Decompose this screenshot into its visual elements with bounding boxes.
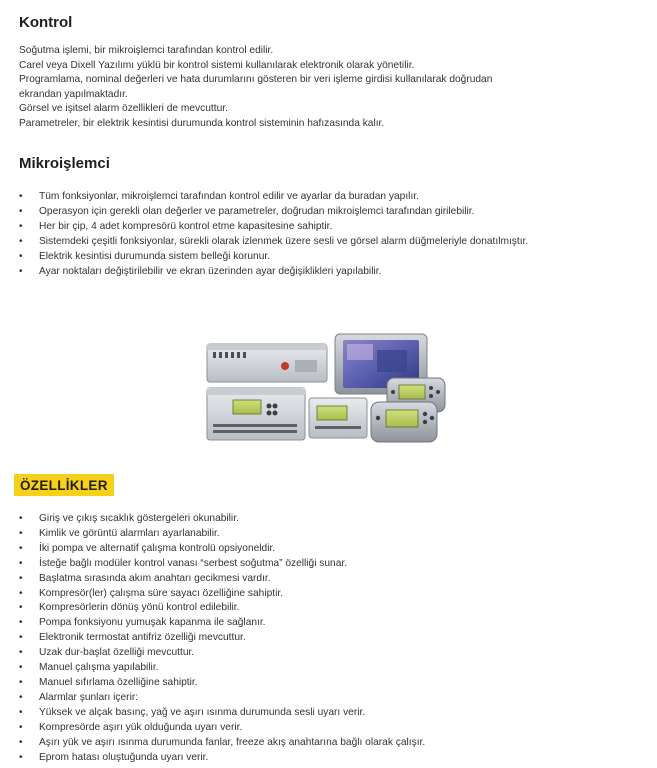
list-item: • Manuel sıfırlama özelliğine sahiptir. [0, 676, 640, 691]
bullet-icon: • [19, 513, 23, 524]
kontrol-text-block [19, 44, 639, 132]
ozellikler-list [0, 512, 640, 765]
list-item: • Sistemdeki çeşitli fonksiyonlar, sürekli olarak izlenmek üzere sesli ve görsel alarm düğmeleriyle donatılmıştır. [0, 235, 640, 250]
bullet-icon: • [19, 205, 23, 217]
bullet-icon: • [19, 220, 23, 232]
bullet-icon: • [19, 265, 23, 277]
list-item: • Kompresörlerin dönüş yönü kontrol edilebilir. [0, 601, 640, 616]
list-item: • Yüksek ve alçak basınç, yağ ve aşırı ısınma durumunda sesli uyarı verir. [0, 706, 640, 721]
bullet-icon: • [19, 235, 23, 247]
list-item: • İki pompa ve alternatif çalışma kontrolü opsiyoneldir. [0, 542, 640, 557]
list-item: • Manuel çalışma yapılabilir. [0, 661, 640, 676]
list-item: • Aşırı yük ve aşırı ısınma durumunda fanlar, freeze akış anahtarına bağlı olarak çalışır. [0, 736, 640, 751]
list-item: • Elektronik termostat antifriz özelliği mevcuttur. [0, 631, 640, 646]
controller-devices-image [205, 330, 450, 445]
kontrol-heading: Kontrol [19, 14, 73, 31]
list-item: • Kompresör(ler) çalışma süre sayacı özelliğine sahiptir. [0, 587, 640, 602]
bullet-icon: • [19, 572, 23, 584]
kontrol-paragraph: Carel veya Dixell Yazılımı yüklü bir kontrol sistemi kullanılarak elektronik olarak yönetilir. [19, 59, 415, 71]
bullet-icon: • [19, 542, 23, 554]
list-item: • Operasyon için gerekli olan değerler ve parametreler, doğrudan mikroişlemci tarafından girilebilir. [0, 205, 640, 220]
bullet-icon: • [19, 527, 23, 539]
mikroislemci-heading: Mikroişlemci [19, 155, 110, 172]
list-item: • Başlatma sırasında akım anahtarı gecikmesi vardır. [0, 572, 640, 587]
kontrol-paragraph: Görsel ve işitsel alarm özellikleri de mevcuttur. [19, 103, 228, 115]
list-item: • Alarmlar şunları içerir: [0, 691, 640, 706]
kontrol-paragraph: ekrandan yapılmaktadır. [19, 88, 128, 100]
bullet-icon: • [19, 617, 23, 629]
bullet-icon: • [19, 250, 23, 262]
bullet-icon: • [19, 736, 23, 748]
mikroislemci-list [0, 190, 640, 279]
bullet-icon: • [19, 632, 23, 644]
list-item: • Uzak dur-başlat özelliği mevcuttur. [0, 646, 640, 661]
list-item: • Eprom hatası oluştuğunda uyarı verir. [0, 751, 640, 766]
bullet-icon: • [19, 191, 23, 202]
bullet-icon: • [19, 587, 23, 599]
list-item: • Elektrik kesintisi durumunda sistem belleği korunur. [0, 250, 640, 265]
bullet-icon: • [19, 721, 23, 733]
bullet-icon: • [19, 691, 23, 703]
list-item: • Tüm fonksiyonlar, mikroişlemci tarafından kontrol edilir ve ayarlar da buradan yapılır. [0, 190, 640, 205]
bullet-icon: • [19, 602, 23, 614]
list-item: • Ayar noktaları değiştirilebilir ve ekran üzerinden ayar değişiklikleri yapılabilir. [0, 265, 640, 280]
bullet-icon: • [19, 676, 23, 688]
kontrol-paragraph: Soğutma işlemi, bir mikroişlemci tarafından kontrol edilir. [19, 45, 274, 56]
list-item: • Her bir çip, 4 adet kompresörü kontrol etme kapasitesine sahiptir. [0, 220, 640, 235]
kontrol-paragraph: Parametreler, bir elektrik kesintisi durumunda kontrol sisteminin hafızasında kalır. [19, 117, 385, 129]
bullet-icon: • [19, 751, 23, 763]
list-item: • Pompa fonksiyonu yumuşak kapanma ile sağlanır. [0, 616, 640, 631]
ozellikler-heading-badge: ÖZELLİKLER [14, 474, 114, 496]
list-item: • Giriş ve çıkış sıcaklık göstergeleri okunabilir. [0, 512, 640, 527]
bullet-icon: • [19, 557, 23, 569]
list-item: • Kompresörde aşırı yük olduğunda uyarı verir. [0, 721, 640, 736]
bullet-icon: • [19, 662, 23, 674]
kontrol-paragraph: Programlama, nominal değerleri ve hata durumlarını gösteren bir veri işleme girdisi kullanılarak doğrudan [19, 74, 493, 86]
bullet-icon: • [19, 706, 23, 718]
bullet-icon: • [19, 647, 23, 659]
list-item: • Kimlik ve görüntü alarmları ayarlanabilir. [0, 527, 640, 542]
list-item: • İsteğe bağlı modüler kontrol vanası “serbest soğutma” özelliği sunar. [0, 557, 640, 572]
